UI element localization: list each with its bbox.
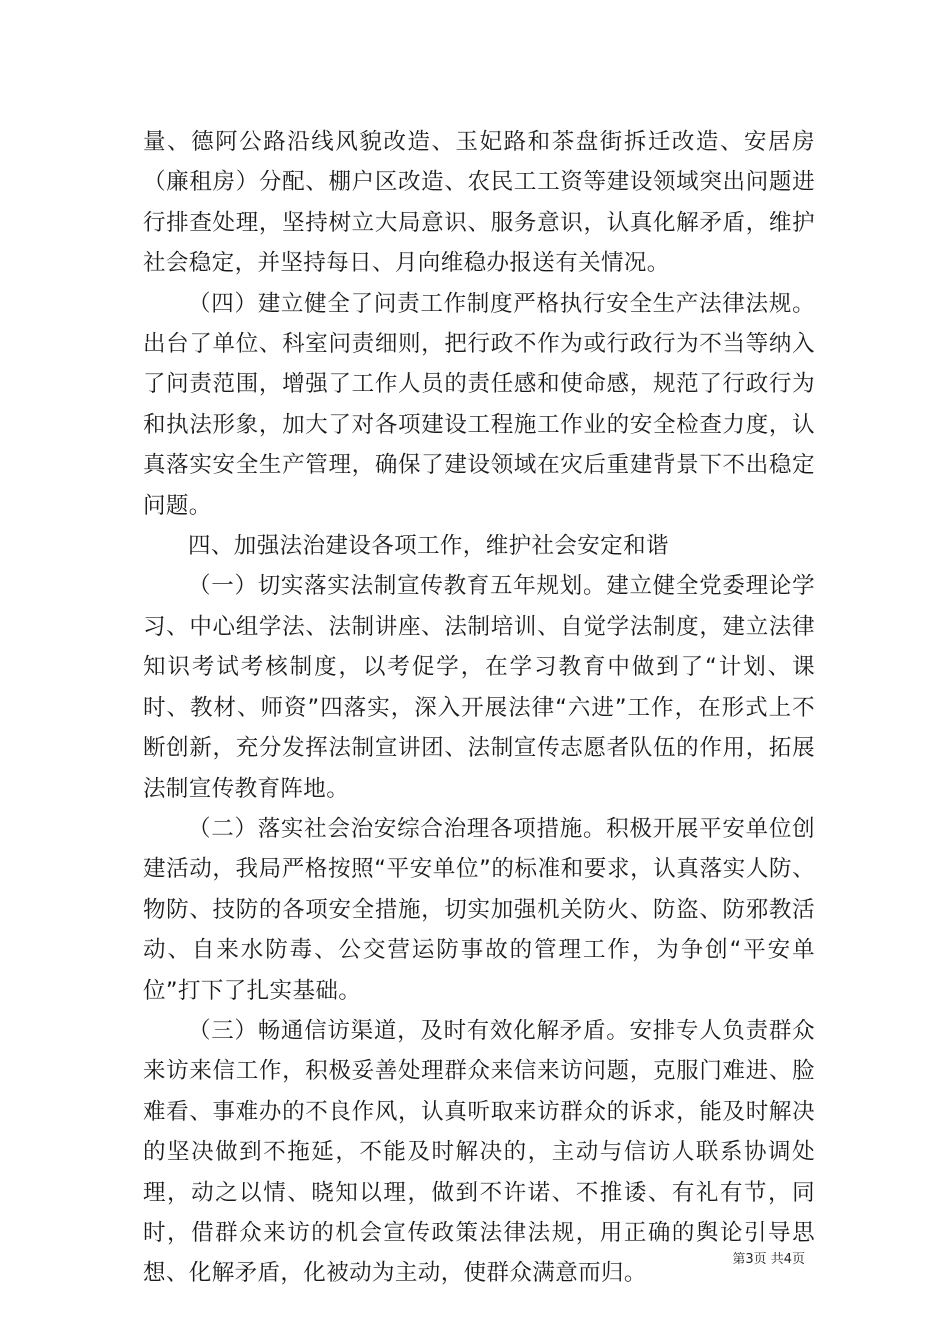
paragraph-subsection-3: （三）畅通信访渠道，及时有效化解矛盾。安排专人负责群众来访来信工作，积极妥善处理群众来信来访问题，克服门难进、脸难看、事难办的不良作风，认真听取来访群众的诉求，能及时解决的坚决做到不拖延，不能及时解决的，主动与信访人联系协调处理，动之以情、晓知以理，做到不许诺、不推诿、有礼有节，同时，借群众来访的机会宣传政策法律法规，用正确的舆论引导思想、化解矛盾，化被动为主动，使群众满意而归。 — [143, 1017, 815, 1287]
paragraph-subsection-1: （一）切实落实法制宣传教育五年规划。建立健全党委理论学习、中心组学法、法制讲座、法制培训、自觉学法制度，建立法律知识考试考核制度，以考促学，在学习教育中做到了“计划、课时、教材、师资”四落实，深入开展法律“六进”工作，在形式上不断创新，充分发挥法制宣讲团、法制宣传志愿者队伍的作用，拓展法制宣传教育阵地。 — [143, 573, 815, 802]
section-heading: 四、加强法治建设各项工作，维护社会安定和谐 — [188, 533, 669, 560]
paragraph-subsection-2: （二）落实社会治安综合治理各项措施。积极开展平安单位创建活动，我局严格按照“平安单位”的标准和要求，认真落实人防、物防、技防的各项安全措施，切实加强机关防火、防盗、防邪教活动、自来水防毒、公交营运防事故的管理工作，为争创“平安单位”打下了扎实基础。 — [143, 815, 815, 1004]
document-body — [143, 122, 815, 1294]
page-number-footer: 第3页 共4页 — [732, 1252, 805, 1267]
paragraph-section-4: （四）建立健全了问责工作制度严格执行安全生产法律法规。出台了单位、科室问责细则，把行政不作为或行政行为不当等纳入了问责范围，增强了工作人员的责任感和使命感，规范了行政行为和执法形象，加大了对各项建设工程施工作业的安全检查力度，认真落实安全生产管理，确保了建设领域在灾后重建背景下不出稳定问题。 — [143, 290, 815, 519]
paragraph-continued: 量、德阿公路沿线风貌改造、玉妃路和茶盘街拆迁改造、安居房（廉租房）分配、棚户区改造、农民工工资等建设领域突出问题进行排查处理，坚持树立大局意识、服务意识，认真化解矛盾，维护社会稳定，并坚持每日、月向维稳办报送有关情况。 — [143, 129, 815, 277]
